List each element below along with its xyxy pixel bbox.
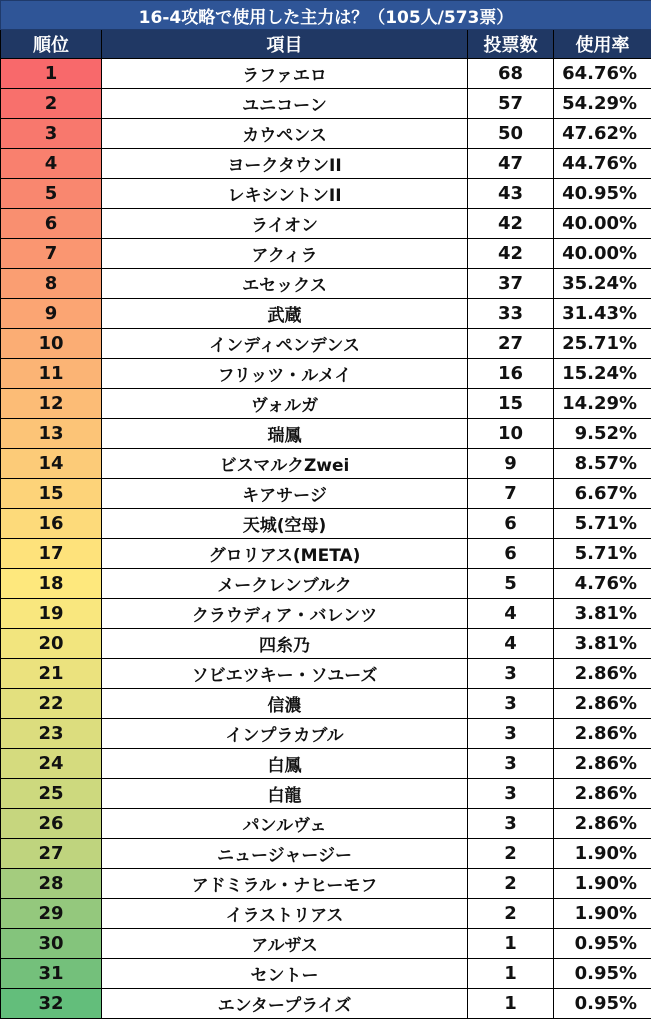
rate-cell: 40.95% [554, 179, 651, 209]
rank-cell: 10 [1, 329, 102, 359]
rate-cell: 5.71% [554, 509, 651, 539]
table-row [1, 959, 651, 989]
votes-cell: 7 [468, 479, 554, 509]
rate-cell: 15.24% [554, 359, 651, 389]
item-name-cell: インプラカブル [102, 719, 468, 749]
rank-cell: 24 [1, 749, 102, 779]
item-name-cell: 天城(空母) [102, 509, 468, 539]
item-name-cell: パンルヴェ [102, 809, 468, 839]
rate-cell: 2.86% [554, 689, 651, 719]
rank-cell: 18 [1, 569, 102, 599]
votes-cell: 6 [468, 539, 554, 569]
table-row [1, 929, 651, 959]
rank-cell: 27 [1, 839, 102, 869]
table-row [1, 209, 651, 239]
item-name-cell: 白鳳 [102, 749, 468, 779]
item-name-cell: 信濃 [102, 689, 468, 719]
table-row [1, 719, 651, 749]
votes-cell: 3 [468, 719, 554, 749]
item-name-cell: ソビエツキー・ソユーズ [102, 659, 468, 689]
item-name-cell: エンタープライズ [102, 989, 468, 1019]
table-row [1, 329, 651, 359]
votes-cell: 16 [468, 359, 554, 389]
rank-cell: 15 [1, 479, 102, 509]
item-name-cell: イラストリアス [102, 899, 468, 929]
rank-cell: 20 [1, 629, 102, 659]
votes-cell: 4 [468, 599, 554, 629]
item-name-cell: フリッツ・ルメイ [102, 359, 468, 389]
item-name-cell: クラウディア・バレンツ [102, 599, 468, 629]
table-row [1, 359, 651, 389]
rate-cell: 47.62% [554, 119, 651, 149]
rank-cell: 25 [1, 779, 102, 809]
table-row [1, 599, 651, 629]
header-votes: 投票数 [468, 30, 554, 59]
votes-cell: 33 [468, 299, 554, 329]
rate-cell: 1.90% [554, 899, 651, 929]
rate-cell: 40.00% [554, 209, 651, 239]
item-name-cell: グロリアス(META) [102, 539, 468, 569]
item-name-cell: ライオン [102, 209, 468, 239]
rate-cell: 6.67% [554, 479, 651, 509]
votes-cell: 50 [468, 119, 554, 149]
votes-cell: 68 [468, 59, 554, 89]
item-name-cell: 白龍 [102, 779, 468, 809]
item-name-cell: ニュージャージー [102, 839, 468, 869]
item-name-cell: 四糸乃 [102, 629, 468, 659]
votes-cell: 6 [468, 509, 554, 539]
item-name-cell: メークレンブルク [102, 569, 468, 599]
table-title: 16-4攻略で使用した主力は？（105人/573票） [1, 1, 651, 30]
rate-cell: 4.76% [554, 569, 651, 599]
votes-cell: 42 [468, 239, 554, 269]
table-row [1, 629, 651, 659]
rate-cell: 3.81% [554, 629, 651, 659]
votes-cell: 2 [468, 869, 554, 899]
rate-cell: 35.24% [554, 269, 651, 299]
rank-cell: 14 [1, 449, 102, 479]
rank-cell: 4 [1, 149, 102, 179]
rate-cell: 0.95% [554, 989, 651, 1019]
rank-cell: 16 [1, 509, 102, 539]
item-name-cell: アルザス [102, 929, 468, 959]
rate-cell: 0.95% [554, 929, 651, 959]
votes-cell: 15 [468, 389, 554, 419]
table-row [1, 659, 651, 689]
rank-cell: 19 [1, 599, 102, 629]
votes-cell: 47 [468, 149, 554, 179]
rank-cell: 13 [1, 419, 102, 449]
votes-cell: 9 [468, 449, 554, 479]
table-body [1, 59, 651, 1019]
votes-cell: 37 [468, 269, 554, 299]
rank-cell: 31 [1, 959, 102, 989]
rank-cell: 22 [1, 689, 102, 719]
rank-cell: 32 [1, 989, 102, 1019]
votes-cell: 5 [468, 569, 554, 599]
rate-cell: 3.81% [554, 599, 651, 629]
rank-cell: 1 [1, 59, 102, 89]
title-row [1, 1, 651, 30]
item-name-cell: インディペンデンス [102, 329, 468, 359]
item-name-cell: アドミラル・ナヒーモフ [102, 869, 468, 899]
item-name-cell: 瑞鳳 [102, 419, 468, 449]
rank-cell: 21 [1, 659, 102, 689]
rate-cell: 44.76% [554, 149, 651, 179]
votes-cell: 43 [468, 179, 554, 209]
table-row [1, 479, 651, 509]
header-rate: 使用率 [554, 30, 651, 59]
votes-cell: 4 [468, 629, 554, 659]
rate-cell: 31.43% [554, 299, 651, 329]
votes-cell: 3 [468, 689, 554, 719]
votes-cell: 42 [468, 209, 554, 239]
rank-cell: 3 [1, 119, 102, 149]
item-name-cell: 武蔵 [102, 299, 468, 329]
table-row [1, 689, 651, 719]
table-row [1, 269, 651, 299]
table-row [1, 149, 651, 179]
table-row [1, 119, 651, 149]
table-row [1, 749, 651, 779]
votes-cell: 3 [468, 779, 554, 809]
table-row [1, 989, 651, 1019]
rate-cell: 5.71% [554, 539, 651, 569]
table-row [1, 389, 651, 419]
votes-cell: 3 [468, 809, 554, 839]
rank-cell: 6 [1, 209, 102, 239]
rank-cell: 7 [1, 239, 102, 269]
votes-cell: 1 [468, 989, 554, 1019]
header-rank: 順位 [1, 30, 102, 59]
rank-cell: 29 [1, 899, 102, 929]
item-name-cell: レキシントンII [102, 179, 468, 209]
rate-cell: 2.86% [554, 659, 651, 689]
votes-cell: 27 [468, 329, 554, 359]
table-row [1, 809, 651, 839]
votes-cell: 1 [468, 959, 554, 989]
item-name-cell: ビスマルクZwei [102, 449, 468, 479]
rate-cell: 64.76% [554, 59, 651, 89]
rank-cell: 9 [1, 299, 102, 329]
item-name-cell: エセックス [102, 269, 468, 299]
rank-cell: 23 [1, 719, 102, 749]
item-name-cell: セントー [102, 959, 468, 989]
item-name-cell: ヨークタウンII [102, 149, 468, 179]
table-row [1, 59, 651, 89]
rate-cell: 9.52% [554, 419, 651, 449]
item-name-cell: ラファエロ [102, 59, 468, 89]
votes-cell: 2 [468, 839, 554, 869]
item-name-cell: ヴォルガ [102, 389, 468, 419]
table-row [1, 449, 651, 479]
rate-cell: 25.71% [554, 329, 651, 359]
item-name-cell: ユニコーン [102, 89, 468, 119]
table-row [1, 779, 651, 809]
rate-cell: 2.86% [554, 779, 651, 809]
rank-cell: 17 [1, 539, 102, 569]
rank-cell: 28 [1, 869, 102, 899]
rank-cell: 2 [1, 89, 102, 119]
table-row [1, 299, 651, 329]
rate-cell: 1.90% [554, 839, 651, 869]
table-row [1, 539, 651, 569]
rate-cell: 2.86% [554, 749, 651, 779]
rank-cell: 30 [1, 929, 102, 959]
votes-cell: 57 [468, 89, 554, 119]
table-row [1, 419, 651, 449]
votes-cell: 3 [468, 749, 554, 779]
rate-cell: 40.00% [554, 239, 651, 269]
votes-cell: 2 [468, 899, 554, 929]
rate-cell: 54.29% [554, 89, 651, 119]
rate-cell: 2.86% [554, 809, 651, 839]
table-row [1, 569, 651, 599]
header-item: 項目 [102, 30, 468, 59]
table-row [1, 179, 651, 209]
rate-cell: 1.90% [554, 869, 651, 899]
rank-cell: 26 [1, 809, 102, 839]
rank-cell: 11 [1, 359, 102, 389]
header-row [1, 30, 651, 59]
item-name-cell: キアサージ [102, 479, 468, 509]
table-row [1, 839, 651, 869]
votes-cell: 3 [468, 659, 554, 689]
rate-cell: 0.95% [554, 959, 651, 989]
table-row [1, 869, 651, 899]
item-name-cell: カウペンス [102, 119, 468, 149]
votes-cell: 1 [468, 929, 554, 959]
rank-cell: 8 [1, 269, 102, 299]
rate-cell: 14.29% [554, 389, 651, 419]
table-row [1, 239, 651, 269]
table-row [1, 509, 651, 539]
rank-cell: 5 [1, 179, 102, 209]
votes-cell: 10 [468, 419, 554, 449]
rate-cell: 8.57% [554, 449, 651, 479]
item-name-cell: アクィラ [102, 239, 468, 269]
table-row [1, 89, 651, 119]
rate-cell: 2.86% [554, 719, 651, 749]
rank-cell: 12 [1, 389, 102, 419]
table-row [1, 899, 651, 929]
